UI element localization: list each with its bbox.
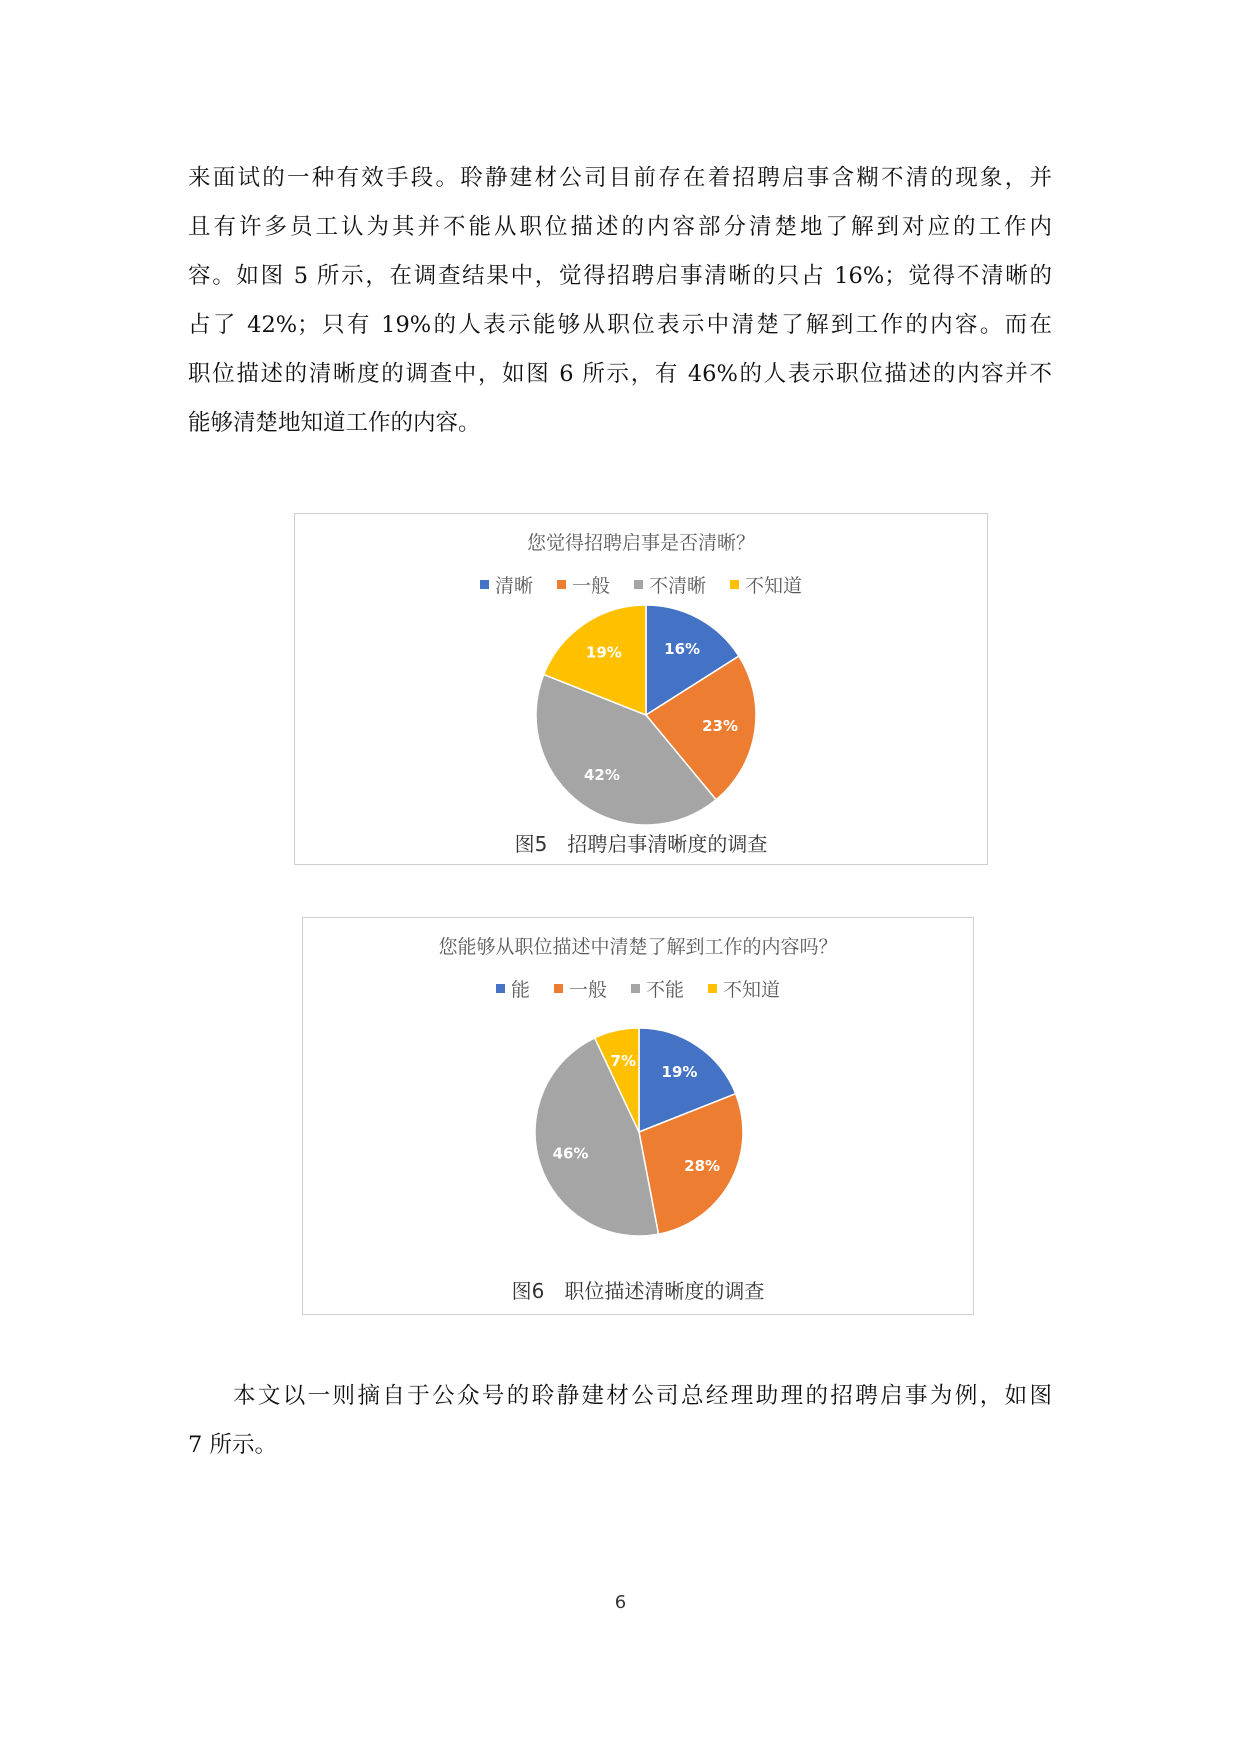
figure-5-pie-chart [294, 513, 988, 865]
legend-swatch [730, 580, 739, 589]
legend-swatch [496, 984, 505, 993]
figure-caption: 图5 招聘启事清晰度的调查 [514, 832, 768, 856]
legend-label: 不知道 [723, 979, 781, 1001]
paragraph-line: 本文以一则摘自于公众号的聆静建材公司总经理助理的招聘启事为例，如图 [233, 1383, 1052, 1409]
legend-swatch [480, 580, 489, 589]
legend-label: 不清晰 [649, 575, 707, 597]
legend-swatch [554, 984, 563, 993]
pie-data-label: 7% [610, 1052, 637, 1071]
pie-data-label: 16% [664, 639, 701, 658]
pie-chart [535, 1028, 743, 1236]
chart-legend [303, 975, 973, 1002]
pie-data-label: 19% [585, 643, 622, 662]
page-number: 6 [614, 1592, 627, 1613]
legend-swatch [634, 580, 643, 589]
legend-swatch [708, 984, 717, 993]
paragraph-line: 7 所示。 [188, 1432, 277, 1458]
legend-item [480, 571, 533, 598]
paragraph-line: 且有许多员工认为其并不能从职位描述的内容部分清楚地了解到对应的工作内 [188, 214, 1052, 240]
legend-item [708, 975, 780, 1002]
chart-title: 您能够从职位描述中清楚了解到工作的内容吗？ [438, 936, 838, 958]
paragraph-line: 容。如图 5 所示，在调查结果中，觉得招聘启事清晰的只占 16%；觉得不清晰的 [188, 263, 1052, 289]
paragraph-line: 能够清楚地知道工作的内容。 [188, 410, 481, 436]
legend-item [557, 571, 610, 598]
pie-data-label: 23% [702, 717, 739, 736]
legend-item [554, 975, 607, 1002]
pie-chart [536, 605, 756, 825]
paragraph-line: 来面试的一种有效手段。聆静建材公司目前存在着招聘启事含糊不清的现象，并 [188, 165, 1052, 191]
chart-legend [295, 571, 987, 598]
paragraph-line: 占了 42%；只有 19%的人表示能够从职位表示中清楚了解到工作的内容。而在 [188, 312, 1052, 338]
paragraph-line: 职位描述的清晰度的调查中，如图 6 所示，有 46%的人表示职位描述的内容并不 [188, 361, 1052, 387]
figure-6-pie-chart [302, 917, 974, 1315]
body-paragraph [188, 154, 1052, 448]
legend-item [496, 975, 530, 1002]
legend-label: 一般 [571, 575, 610, 597]
body-paragraph [188, 1372, 1052, 1470]
pie-data-label: 28% [684, 1157, 721, 1176]
legend-label: 能 [510, 979, 530, 1001]
pie-data-label: 42% [583, 766, 620, 785]
legend-label: 一般 [568, 979, 607, 1001]
legend-swatch [557, 580, 566, 589]
legend-label: 不知道 [745, 575, 803, 597]
legend-swatch [631, 984, 640, 993]
pie-data-label: 19% [661, 1062, 698, 1081]
pie-data-label: 46% [552, 1144, 589, 1163]
legend-item [631, 975, 684, 1002]
legend-label: 不能 [646, 979, 685, 1001]
legend-label: 清晰 [494, 575, 533, 597]
legend-item [634, 571, 706, 598]
chart-title: 您觉得招聘启事是否清晰？ [526, 532, 755, 554]
figure-caption: 图6 职位描述清晰度的调查 [511, 1279, 765, 1303]
legend-item [730, 571, 802, 598]
